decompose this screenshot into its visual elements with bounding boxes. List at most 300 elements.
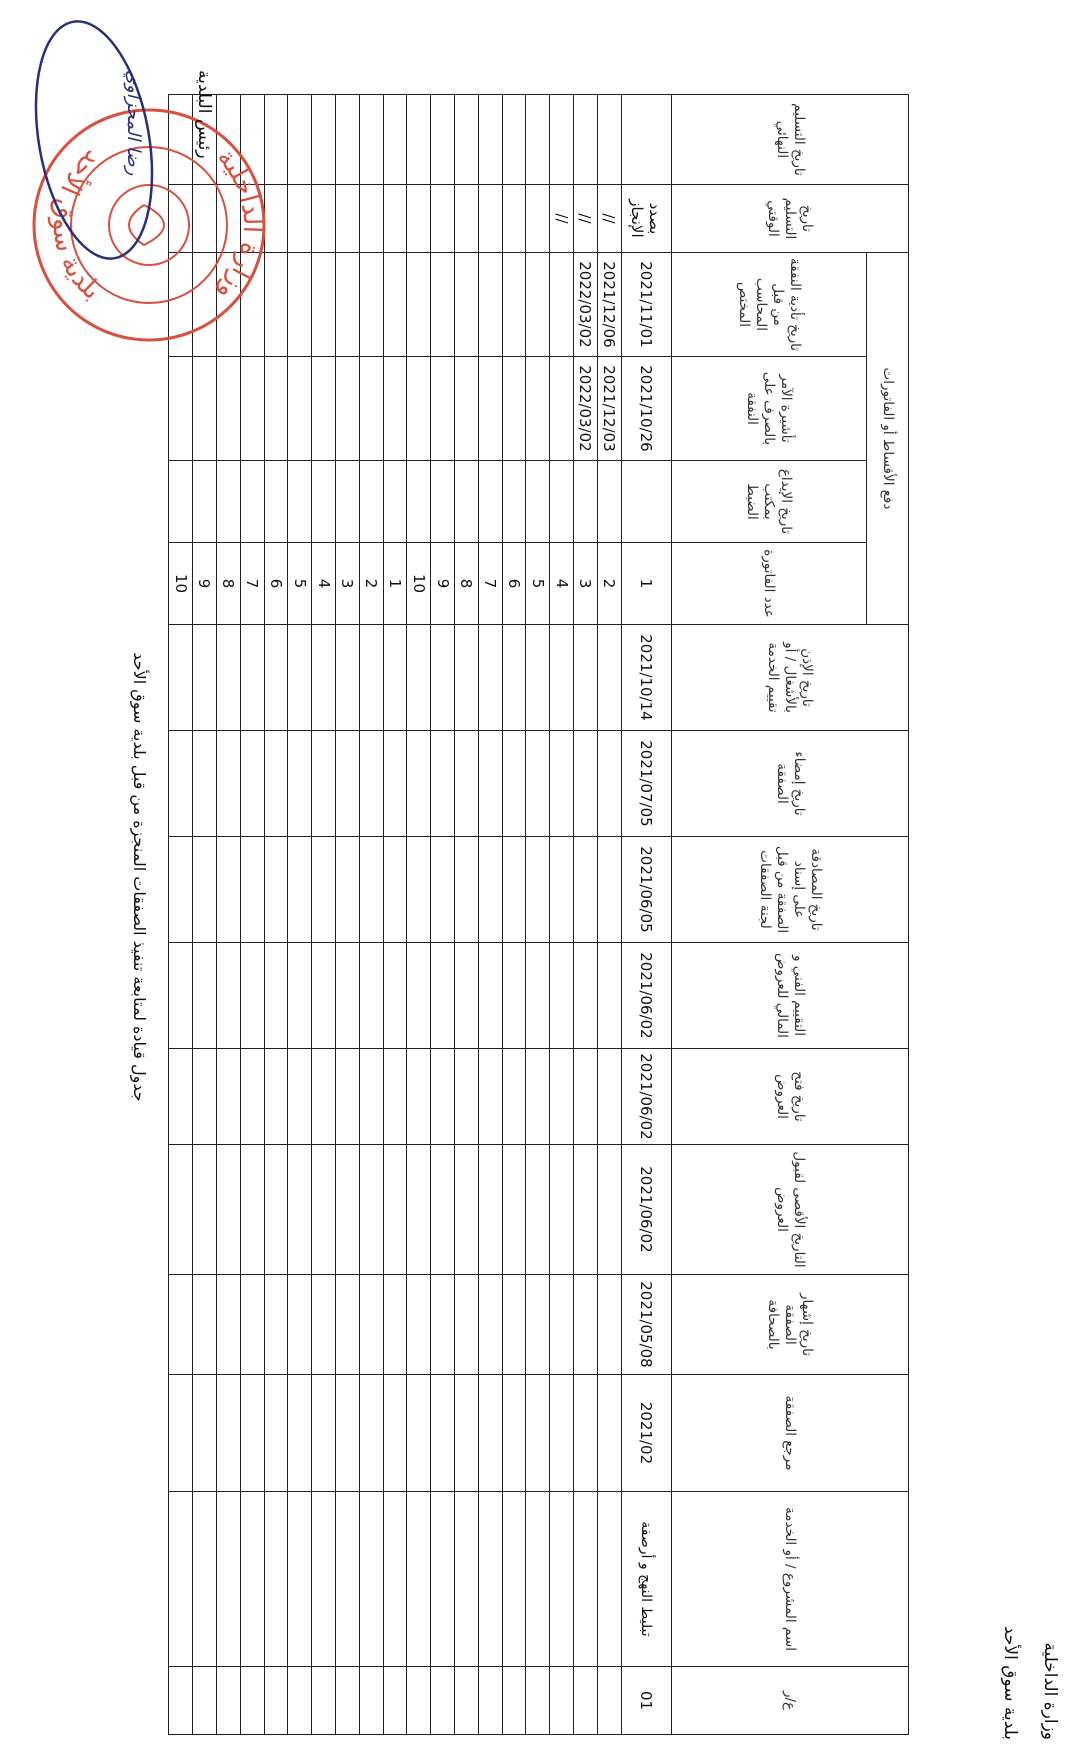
table-cell [264,1667,288,1735]
table-cell [359,1492,383,1667]
table-cell [526,1275,550,1375]
table-cell [502,1375,526,1492]
table-cell: 9 [431,543,455,625]
table-cell [193,1145,217,1275]
column-header-10: عدد الفاتورة [672,543,867,625]
table-cell [502,731,526,837]
table-cell [383,357,407,461]
table-cell: 2021/06/02 [621,943,671,1049]
table-cell [478,731,502,837]
table-cell: 2021/02 [621,1375,671,1492]
table-cell [264,837,288,943]
column-header-8: تاريخ إمضاء الصفقة [672,731,909,837]
table-cell [574,1049,598,1145]
table-cell [550,943,574,1049]
table-cell [264,357,288,461]
table-cell [478,1492,502,1667]
table-cell [431,1145,455,1275]
table-cell [574,1145,598,1275]
column-header-5: تاريخ فتح العروض [672,1049,909,1145]
table-cell [359,1375,383,1492]
table-cell [288,357,312,461]
table-cell [431,1375,455,1492]
table-cell [335,1492,359,1667]
table-row [597,94,621,1734]
table-cell: تبليط النهج و أرصفة [621,1492,671,1667]
table-cell: 3 [574,543,598,625]
table-cell [455,461,479,543]
table-cell [359,1145,383,1275]
stamp-text-top: وزارة الداخلية [210,142,268,308]
table-cell [216,1667,240,1735]
table-cell [383,731,407,837]
table-cell [597,1375,621,1492]
table-cell: 1 [621,543,671,625]
table-cell [526,943,550,1049]
table-cell [455,252,479,356]
table-cell [455,184,479,252]
table-cell [264,625,288,731]
column-header-12: تأشيرة الآمر بالصرف على النفقة [672,357,867,461]
table-cell [526,1667,550,1735]
table-cell [574,943,598,1049]
table-cell [526,184,550,252]
table-cell [550,357,574,461]
column-header-13: تاريخ تأدية النفقة من قبل المحاسب المختص [672,252,867,356]
table-row [431,94,455,1734]
table-cell [193,1667,217,1735]
table-cell [383,252,407,356]
table-cell [312,1375,336,1492]
table-cell [264,1049,288,1145]
table-cell [455,94,479,184]
payments-group-header: دفع الأقساط أو الفاتورات [867,252,909,624]
table-cell [335,461,359,543]
table-cell [288,837,312,943]
table-cell [431,252,455,356]
table-cell [312,1492,336,1667]
table-cell: بصدد الإنجاز [621,184,671,252]
table-cell [359,461,383,543]
table-cell [264,461,288,543]
table-cell [359,1667,383,1735]
column-header-14: تاريخ التسليم الوقتي [672,184,909,252]
table-cell [526,731,550,837]
table-cell [240,1492,264,1667]
table-cell: 2021/06/05 [621,837,671,943]
table-cell [383,1275,407,1375]
table-cell [193,837,217,943]
municipality-name: بلدية سوق الأحد [1000,1625,1020,1740]
table-cell [288,731,312,837]
table-cell [169,943,193,1049]
table-cell [240,1049,264,1145]
table-cell: 6 [264,543,288,625]
table-cell [502,1275,526,1375]
table-cell [407,837,431,943]
table-cell [502,252,526,356]
table-cell [335,943,359,1049]
table-cell [264,731,288,837]
table-cell [288,625,312,731]
table-cell [240,625,264,731]
table-cell [288,1667,312,1735]
table-cell [193,1375,217,1492]
table-cell [169,1145,193,1275]
table-cell [550,94,574,184]
table-cell [335,1667,359,1735]
table-cell [407,943,431,1049]
table-cell [193,461,217,543]
table-cell [407,1492,431,1667]
table-cell [455,943,479,1049]
table-cell [478,252,502,356]
table-cell [383,943,407,1049]
table-cell [240,943,264,1049]
table-cell [312,252,336,356]
column-header-4: التاريخ الأقصى لقبول العروض [672,1145,909,1275]
signature-block [4,20,294,350]
table-cell: 2021/12/06 [597,252,621,356]
table-row [359,94,383,1734]
column-header-1: اسم المشروع / أو الخدمة [672,1492,909,1667]
table-cell [359,184,383,252]
table-cell [240,357,264,461]
table-cell [431,837,455,943]
table-cell [383,1375,407,1492]
table-cell [288,1492,312,1667]
table-cell [407,1375,431,1492]
signature-name: رضا المحزاوي [123,70,144,176]
table-cell [431,1492,455,1667]
table-cell [478,357,502,461]
table-cell: 2022/03/02 [574,357,598,461]
table-cell [550,461,574,543]
table-cell [550,625,574,731]
table-cell [574,625,598,731]
table-cell [335,625,359,731]
table-cell [288,1145,312,1275]
table-cell [383,94,407,184]
table-cell [431,94,455,184]
table-cell [312,731,336,837]
table-cell: 2 [597,543,621,625]
table-cell [169,731,193,837]
table-cell [455,1492,479,1667]
table-cell [216,1049,240,1145]
column-header-6: التقييم الفني و المالي للعروض [672,943,909,1049]
table-cell [312,1667,336,1735]
column-header-3: تاريخ إشهار الصفقة بالصحافة [672,1275,909,1375]
table-cell: 2021/10/26 [621,357,671,461]
table-cell: 2021/06/02 [621,1049,671,1145]
table-cell [288,943,312,1049]
column-header-7: تاريخ المصادقة على إسناد الصفقة من قبل لجنة الصفقات [672,837,909,943]
table-cell [478,461,502,543]
table-cell [193,731,217,837]
table-cell [216,731,240,837]
table-cell [478,943,502,1049]
table-cell [597,1667,621,1735]
table-cell [407,94,431,184]
column-header-9: تاريخ الإذن بالأشغال / أو تقييم الخدمة [672,625,909,731]
table-cell [502,184,526,252]
table-cell [193,1275,217,1375]
table-cell [169,625,193,731]
table-cell [169,1667,193,1735]
table-cell [240,1145,264,1275]
table-cell [621,461,671,543]
table-cell [526,1375,550,1492]
table-cell [359,837,383,943]
table-cell [431,357,455,461]
table-row [383,94,407,1734]
table-cell [169,1275,193,1375]
table-cell [359,1275,383,1375]
table-cell [359,1049,383,1145]
table-cell [455,1275,479,1375]
table-cell [359,731,383,837]
table-row [550,94,574,1734]
table-cell [597,1145,621,1275]
column-header-0: ع/ر [672,1667,909,1735]
table-cell [216,1275,240,1375]
table-cell [574,731,598,837]
table-row [407,94,431,1734]
table-cell [478,1667,502,1735]
table-cell [478,837,502,943]
municipal-stamp [4,20,294,350]
table-cell: 2021/12/03 [597,357,621,461]
table-cell [550,1667,574,1735]
table-row [574,94,598,1734]
table-cell [597,731,621,837]
table-cell [240,1667,264,1735]
table-cell [240,837,264,943]
table-row [335,94,359,1734]
table-cell [407,731,431,837]
table-cell: 1 [383,543,407,625]
table-cell [383,461,407,543]
table-cell [359,357,383,461]
table-cell [407,1049,431,1145]
table-cell [169,1492,193,1667]
table-row [621,94,671,1734]
table-cell [264,943,288,1049]
table-cell [359,94,383,184]
table-cell [359,252,383,356]
table-cell [502,357,526,461]
table-cell: 5 [288,543,312,625]
table-cell [169,461,193,543]
table-cell: 10 [169,543,193,625]
table-cell: 10 [407,543,431,625]
table-cell [312,461,336,543]
table-cell [574,1667,598,1735]
table-cell [574,837,598,943]
table-cell [502,1492,526,1667]
table-cell [312,184,336,252]
table-cell [264,1275,288,1375]
table-cell [597,1275,621,1375]
table-cell [502,837,526,943]
table-cell [455,1145,479,1275]
table-cell [502,943,526,1049]
table-cell: 4 [312,543,336,625]
table-cell [526,625,550,731]
table-cell [240,461,264,543]
table-cell [216,461,240,543]
table-cell: 01 [621,1667,671,1735]
table-cell: 2021/05/08 [621,1275,671,1375]
table-cell [502,461,526,543]
table-cell [574,94,598,184]
table-cell [597,461,621,543]
table-cell: 2021/07/05 [621,731,671,837]
table-cell [478,625,502,731]
table-cell [335,94,359,184]
table-cell [240,731,264,837]
table-cell [359,943,383,1049]
table-cell [288,461,312,543]
table-cell [526,94,550,184]
table-cell: 9 [193,543,217,625]
table-cell [312,1049,336,1145]
table-cell [455,1375,479,1492]
table-cell [288,1375,312,1492]
table-cell [478,1145,502,1275]
table-cell: 2 [359,543,383,625]
table-row [455,94,479,1734]
table-cell [216,1145,240,1275]
table-cell [383,837,407,943]
table-cell [502,625,526,731]
table-cell [193,1049,217,1145]
table-cell [526,357,550,461]
table-cell [359,625,383,731]
table-cell [383,1492,407,1667]
table-cell: 2021/10/14 [621,625,671,731]
table-cell [335,1275,359,1375]
table-cell [264,1492,288,1667]
document-title: جدول قيادة لمتابعة تنفيذ الصفقات المنجزة من قبل بلدية سوق الأحد [130,652,149,1102]
table-cell [455,837,479,943]
table-cell: 4 [550,543,574,625]
table-cell [216,357,240,461]
table-cell [312,357,336,461]
table-cell [407,1145,431,1275]
table-row [312,94,336,1734]
table-cell [455,357,479,461]
table-cell [335,731,359,837]
table-cell [407,184,431,252]
table-cell [574,461,598,543]
table-cell [335,1375,359,1492]
table-cell [550,1492,574,1667]
table-cell [193,625,217,731]
table-cell [597,94,621,184]
table-cell [169,357,193,461]
table-cell: 8 [216,543,240,625]
table-cell [597,625,621,731]
table-cell [193,357,217,461]
table-cell [407,1275,431,1375]
table-cell [478,1049,502,1145]
table-cell [383,1049,407,1145]
table-cell [526,1492,550,1667]
table-cell: 2022/03/02 [574,252,598,356]
table-cell [431,184,455,252]
table-cell [431,1049,455,1145]
table-cell [335,184,359,252]
table-row [478,94,502,1734]
table-cell [407,357,431,461]
table-cell [169,837,193,943]
column-header-11: تاريخ الإيداع بمكتب الضبط [672,461,867,543]
table-cell [216,1492,240,1667]
svg-text:وزارة الداخلية [211,142,267,307]
table-cell [526,252,550,356]
column-header-2: مرجع الصفقة [672,1375,909,1492]
table-cell [264,1375,288,1492]
table-cell [550,837,574,943]
table-cell [478,1275,502,1375]
column-header-15: تاريخ التسليم النهائي [672,94,909,184]
table-cell: 8 [455,543,479,625]
table-cell [597,837,621,943]
table-cell [312,1275,336,1375]
table-cell [574,1275,598,1375]
table-cell [407,252,431,356]
table-cell [502,1049,526,1145]
table-cell: 7 [240,543,264,625]
table-cell [478,184,502,252]
table-cell [407,625,431,731]
table-cell [383,1667,407,1735]
table-cell [193,943,217,1049]
table-cell: 2021/06/02 [621,1145,671,1275]
table-cell [288,1049,312,1145]
table-cell [431,1275,455,1375]
table-cell [383,625,407,731]
table-cell [550,1375,574,1492]
table-cell [312,837,336,943]
table-cell [431,1667,455,1735]
table-cell [169,1049,193,1145]
stamp-text-bottom: بلدية سوق الأحد [46,143,107,307]
table-cell [502,1145,526,1275]
table-cell: 7 [478,543,502,625]
table-cell: 2021/11/01 [621,252,671,356]
table-cell [526,837,550,943]
table-cell [335,1049,359,1145]
table-cell [550,731,574,837]
table-cell [597,943,621,1049]
table-cell [502,94,526,184]
table-cell [455,625,479,731]
table-cell [312,1145,336,1275]
table-cell [216,625,240,731]
table-cell [550,1049,574,1145]
table-cell [335,837,359,943]
table-cell [550,1275,574,1375]
table-row [526,94,550,1734]
table-cell [574,1492,598,1667]
table-cell [312,943,336,1049]
table-cell [597,1049,621,1145]
table-cell [216,943,240,1049]
table-cell: 3 [335,543,359,625]
